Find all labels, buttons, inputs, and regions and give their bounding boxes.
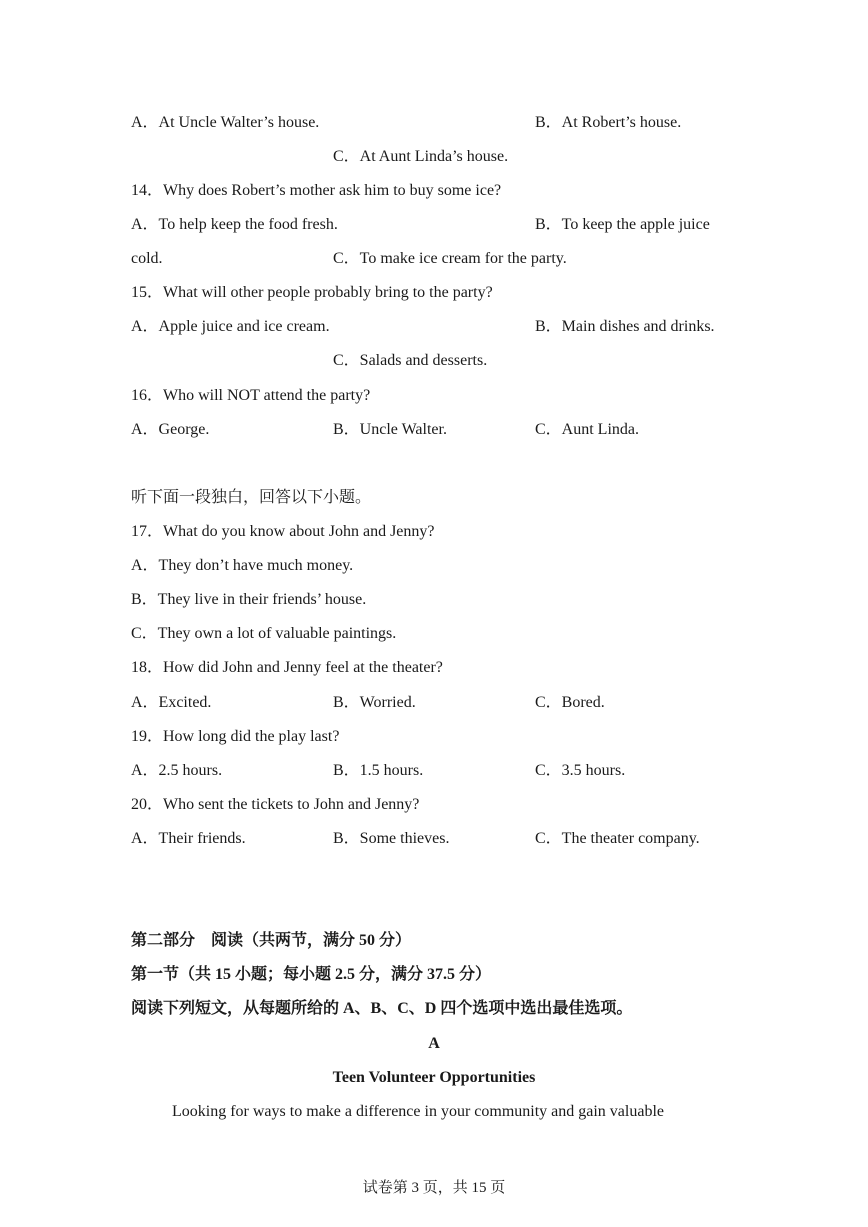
q15-option-b: B．Main dishes and drinks. <box>535 318 715 335</box>
q16-question-row <box>0 385 868 407</box>
passage-first-line: Looking for ways to make a difference in your community and gain valuable <box>172 1103 664 1120</box>
monologue-instruction-row <box>0 487 868 509</box>
q19-question-row <box>0 726 868 748</box>
section1-heading: 第一节（共 15 小题；每小题 2.5 分，满分 37.5 分） <box>131 966 492 983</box>
q16-question: 16．Who will NOT attend the party? <box>131 387 371 404</box>
q14-option-c: C．To make ice cream for the party. <box>333 250 567 267</box>
q18-option-b: B．Worried. <box>333 694 416 711</box>
q16-option-b: B．Uncle Walter. <box>333 421 447 438</box>
passage-title: Teen Volunteer Opportunities <box>332 1069 536 1086</box>
q14-options-row2 <box>0 248 868 270</box>
q13-options-row1 <box>0 112 868 134</box>
q14-option-b-continued: cold. <box>131 250 163 267</box>
passage-title-row <box>0 1067 868 1089</box>
q15-option-a: A．Apple juice and ice cream. <box>131 318 330 335</box>
q15-question-row <box>0 282 868 304</box>
q17-option-a: A．They don’t have much money. <box>131 557 354 574</box>
reading-instruction-row <box>0 998 868 1020</box>
q17-question-row <box>0 521 868 543</box>
q20-question-row <box>0 794 868 816</box>
q14-question: 14．Why does Robert’s mother ask him to buy some ice? <box>131 182 502 199</box>
q13-option-b: B．At Robert’s house. <box>535 114 682 131</box>
q18-option-c: C．Bored. <box>535 694 605 711</box>
q20-option-a: A．Their friends. <box>131 830 246 847</box>
q15-options-row2 <box>0 350 868 372</box>
q15-question: 15．What will other people probably bring to the party? <box>131 284 493 301</box>
q19-question: 19．How long did the play last? <box>131 728 340 745</box>
q16-option-c: C．Aunt Linda. <box>535 421 639 438</box>
q19-option-b: B．1.5 hours. <box>333 762 424 779</box>
q18-question-row <box>0 657 868 679</box>
q17-question: 17．What do you know about John and Jenny? <box>131 523 435 540</box>
passage-first-line-row <box>0 1101 868 1123</box>
q18-options-row <box>0 692 868 714</box>
q20-question: 20．Who sent the tickets to John and Jenny? <box>131 796 420 813</box>
q14-options-row1 <box>0 214 868 236</box>
q16-options-row <box>0 419 868 441</box>
q17-option-c: C．They own a lot of valuable paintings. <box>131 625 397 642</box>
q19-options-row <box>0 760 868 782</box>
passage-letter-row <box>0 1033 868 1055</box>
q14-option-b: B．To keep the apple juice <box>535 216 710 233</box>
page-footer-row <box>0 1177 868 1199</box>
monologue-instruction: 听下面一段独白，回答以下小题。 <box>131 489 372 506</box>
part2-heading: 第二部分 阅读（共两节，满分 50 分） <box>131 932 412 949</box>
q18-question: 18．How did John and Jenny feel at the theater? <box>131 659 443 676</box>
page-footer: 试卷第 3 页，共 15 页 <box>362 1180 506 1196</box>
part2-heading-row <box>0 930 868 952</box>
q15-option-c: C．Salads and desserts. <box>333 352 488 369</box>
q13-option-a: A．At Uncle Walter’s house. <box>131 114 320 131</box>
q20-option-c: C．The theater company. <box>535 830 700 847</box>
q20-options-row <box>0 828 868 850</box>
q14-question-row <box>0 180 868 202</box>
passage-letter: A <box>428 1035 440 1052</box>
q20-option-b: B．Some thieves. <box>333 830 450 847</box>
q17-option-a-row <box>0 555 868 577</box>
q18-option-a: A．Excited. <box>131 694 212 711</box>
section1-heading-row <box>0 964 868 986</box>
q19-option-a: A．2.5 hours. <box>131 762 223 779</box>
q17-option-b-row <box>0 589 868 611</box>
q13-options-row2 <box>0 146 868 168</box>
q15-options-row1 <box>0 316 868 338</box>
q14-option-a: A．To help keep the food fresh. <box>131 216 338 233</box>
q16-option-a: A．George. <box>131 421 210 438</box>
q13-option-c: C．At Aunt Linda’s house. <box>333 148 509 165</box>
reading-instruction: 阅读下列短文，从每题所给的 A、B、C、D 四个选项中选出最佳选项。 <box>131 1000 633 1017</box>
q19-option-c: C．3.5 hours. <box>535 762 626 779</box>
q17-option-c-row <box>0 623 868 645</box>
q17-option-b: B．They live in their friends’ house. <box>131 591 367 608</box>
